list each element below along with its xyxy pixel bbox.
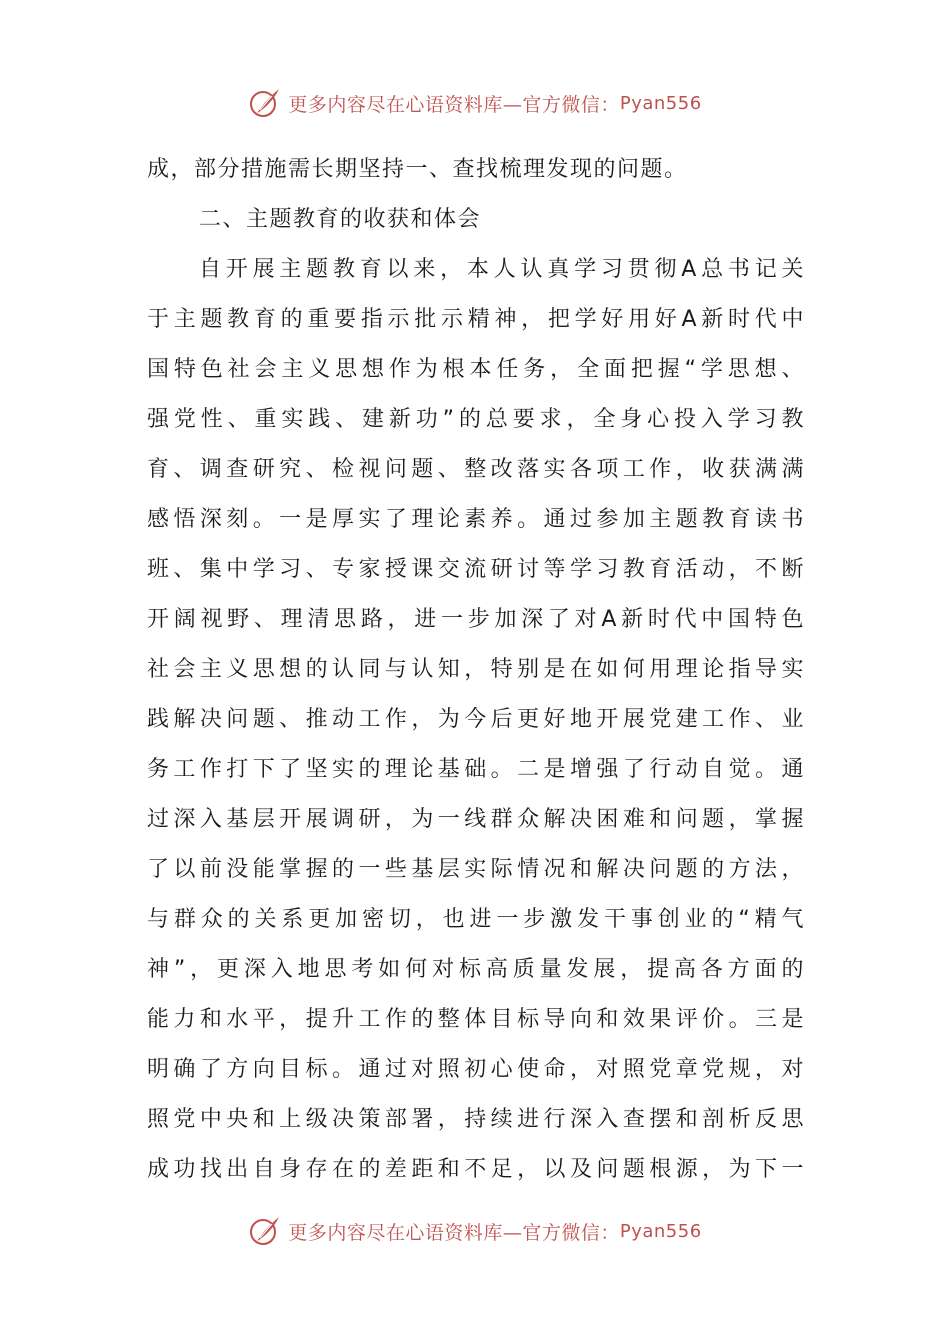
text-line: 社会主义思想的认同与认知，特别是在如何用理论指导实: [147, 657, 805, 682]
text-line: 照党中央和上级决策部署，持续进行深入查摆和剖析反思: [147, 1107, 805, 1132]
quill-pen-logo-icon: [248, 1214, 282, 1248]
text-line: 育、调查研究、检视问题、整改落实各项工作，收获满满: [147, 457, 805, 482]
text-line: 与群众的关系更加密切，也进一步激发干事创业的“精气: [147, 907, 805, 932]
watermark-text: 更多内容尽在心语资料库—官方微信：: [288, 93, 620, 116]
text-line: 务工作打下了坚实的理论基础。二是增强了行动自觉。通: [147, 757, 805, 782]
text-line: 神”，更深入地思考如何对标高质量发展，提高各方面的: [147, 957, 805, 982]
text-line: 班、集中学习、专家授课交流研讨等学习教育活动，不断: [147, 557, 805, 582]
text-line: 国特色社会主义思想作为根本任务，全面把握“学思想、: [147, 357, 805, 382]
text-line: 感悟深刻。一是厚实了理论素养。通过参加主题教育读书: [147, 507, 805, 532]
text-line: 成功找出自身存在的差距和不足，以及问题根源，为下一: [147, 1157, 805, 1182]
watermark-text: 更多内容尽在心语资料库—官方微信：: [288, 1221, 620, 1244]
text-line: 了以前没能掌握的一些基层实际情况和解决问题的方法，: [147, 857, 805, 882]
text-line: 明确了方向目标。通过对照初心使命，对照党章党规，对: [147, 1057, 805, 1082]
text-line: 强党性、重实践、建新功”的总要求，全身心投入学习教: [147, 407, 805, 432]
watermark-header: [0, 83, 950, 123]
watermark-footer: [0, 1211, 950, 1251]
watermark-wechat-id: Pyan556: [619, 1220, 702, 1242]
text-line: 成，部分措施需长期坚持一、查找梳理发现的问题。: [147, 157, 688, 182]
text-line: 开阔视野、理清思路，进一步加深了对A新时代中国特色: [147, 607, 805, 632]
text-line: 能力和水平，提升工作的整体目标导向和效果评价。三是: [147, 1007, 805, 1032]
section-heading: 二、主题教育的收获和体会: [199, 207, 482, 232]
watermark-wechat-id: Pyan556: [619, 92, 702, 114]
document-body: [147, 145, 805, 1195]
text-line: 践解决问题、推动工作，为今后更好地开展党建工作、业: [147, 707, 805, 732]
text-line: 自开展主题教育以来，本人认真学习贯彻A总书记关: [199, 257, 805, 282]
text-line: 于主题教育的重要指示批示精神，把学好用好A新时代中: [147, 307, 805, 332]
text-line: 过深入基层开展调研，为一线群众解决困难和问题，掌握: [147, 807, 805, 832]
quill-pen-logo-icon: [248, 86, 282, 120]
